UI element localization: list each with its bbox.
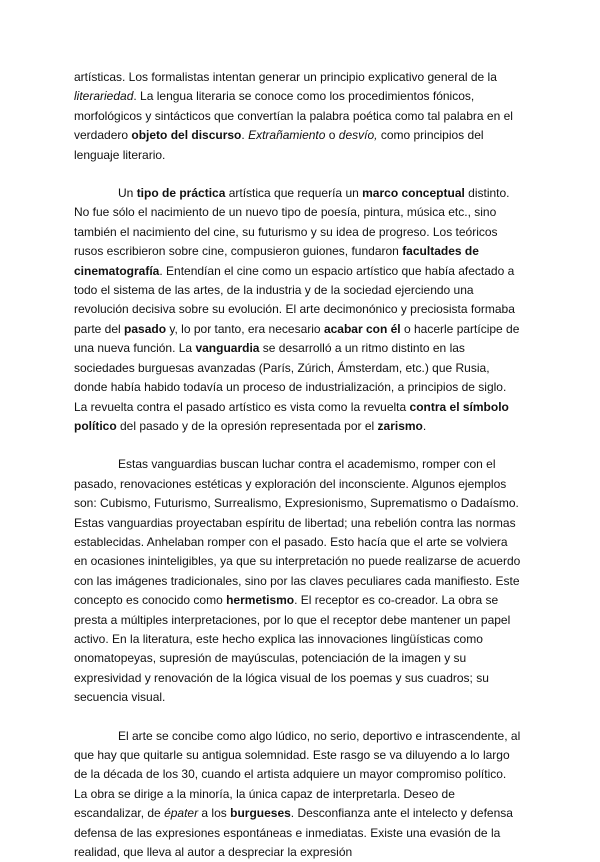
text-run: . xyxy=(241,128,249,143)
bold-term-facultades-de-cinematografia: facultades de cinematografía xyxy=(74,244,479,278)
bold-term-contra-el-simbolo-politico: contra el símbolo político xyxy=(74,399,509,433)
text-run: . La lengua literaria se conoce como los procedimientos fónicos, morfológicos y sintácticos que convertían la palabra poética como tal palabra en el verdadero xyxy=(74,89,513,143)
bold-term-marco-conceptual: marco conceptual xyxy=(362,186,465,201)
text-run: . Desconfianza ante el intelecto y defensa defensa de las expresiones espontáneas e inmediatas. Existe una evasión de la realidad, que lleva al autor a despreciar la expresión xyxy=(74,806,513,860)
text-run: del pasado y de la opresión representada por el xyxy=(116,418,378,433)
bold-term-vanguardia: vanguardia xyxy=(195,341,260,356)
paragraph-4 xyxy=(74,727,522,862)
bold-term-zarismo: zarismo xyxy=(377,418,423,433)
text-run: . Entendían el cine como un espacio artístico que había afectado a todo el sistema de las artes, de la industria y de la sociedad ejerciendo una revolución decisiva sobre su evolución. El arte decimonónico y preciosista formaba parte del xyxy=(74,263,515,336)
italic-term-literariedad: literariedad xyxy=(74,89,134,104)
text-run: o xyxy=(325,128,339,143)
bold-term-acabar-con-el: acabar con él xyxy=(323,321,401,336)
text-run: se desarrolló a un ritmo distinto en las sociedades burguesas avanzadas (París, Zúrich, Ámsterdam, etc.) que Rusia, donde había habido todavía un proceso de industrialización, a principios de siglo. La revuelta contra el pasado artístico es vista como la revuelta xyxy=(74,341,507,414)
text-run: Un xyxy=(118,186,137,201)
paragraph-2 xyxy=(74,184,522,436)
text-run: o hacerle partícipe de una nueva función. La xyxy=(74,321,520,356)
text-run: artísticas. Los formalistas intentan generar un principio explicativo general de la xyxy=(74,70,497,84)
text-run: distinto. No fue sólo el nacimiento de un nuevo tipo de poesía, pintura, música etc., sino también el nacimiento del cine, su futurismo y su idea de progreso. Los teóricos rusos escribieron sobre cine, compusieron guiones, fundaron xyxy=(74,186,510,259)
bold-term-hermetismo: hermetismo xyxy=(226,593,295,608)
paragraph-3 xyxy=(74,455,522,707)
italic-term-desvio: desvío, xyxy=(338,128,378,143)
bold-term-objeto-del-discurso: objeto del discurso xyxy=(131,128,242,143)
text-run: y, lo por tanto, era necesario xyxy=(166,321,324,336)
italic-term-epater: épater xyxy=(164,806,199,821)
text-run: como principios del lenguaje literario. xyxy=(74,128,484,162)
text-run: a los xyxy=(198,806,231,821)
text-run: artística que requería un xyxy=(225,186,363,201)
text-run: Estas vanguardias buscan luchar contra el academismo, romper con el pasado, renovaciones estéticas y exploración del inconsciente. Algunos ejemplos son: Cubismo, Futurismo, Surrealismo, Expresionismo, Suprematismo o Dadaísmo. Estas vanguardias proyectaban espíritu de libertad; una rebelión contra las normas establecidas. Anhelaban romper con el pasado. Esto hacía que el arte se volviera en ocasiones ininteligibles, ya que su interpretación no puede realizarse de acuerdo con las imágenes tradicionales, sino por las claves peculiares cada manifiesto. Este concepto es conocido como xyxy=(74,457,521,608)
italic-term-extranamiento: Extrañamiento xyxy=(248,128,326,143)
paragraph-1 xyxy=(74,68,522,165)
text-run: . xyxy=(422,418,427,433)
bold-term-pasado: pasado xyxy=(124,321,167,336)
bold-term-burgueses: burgueses xyxy=(230,806,291,821)
text-run: El arte se concibe como algo lúdico, no serio, deportivo e intrascendente, al que hay que quitarle su antigua solemnidad. Este rasgo se va diluyendo a lo largo de la década de los 30, cuando el artista adquiere un mayor compromiso político. La obra se dirige a la minoría, la única capaz de interpretarla. Deseo de escandalizar, de xyxy=(74,728,521,821)
bold-term-tipo-de-practica: tipo de práctica xyxy=(136,186,226,201)
text-run: . El receptor es co-creador. La obra se presta a múltiples interpretaciones, por lo que el receptor debe mantener un papel activo. En la literatura, este hecho explica las innovaciones lingüísticas como onomatopeyas, supresión de mayúsculas, potenciación de la imagen y su expresividad y renovación de la lógica visual de los poemas y sus cuadros; su secuencia visual. xyxy=(74,593,511,705)
